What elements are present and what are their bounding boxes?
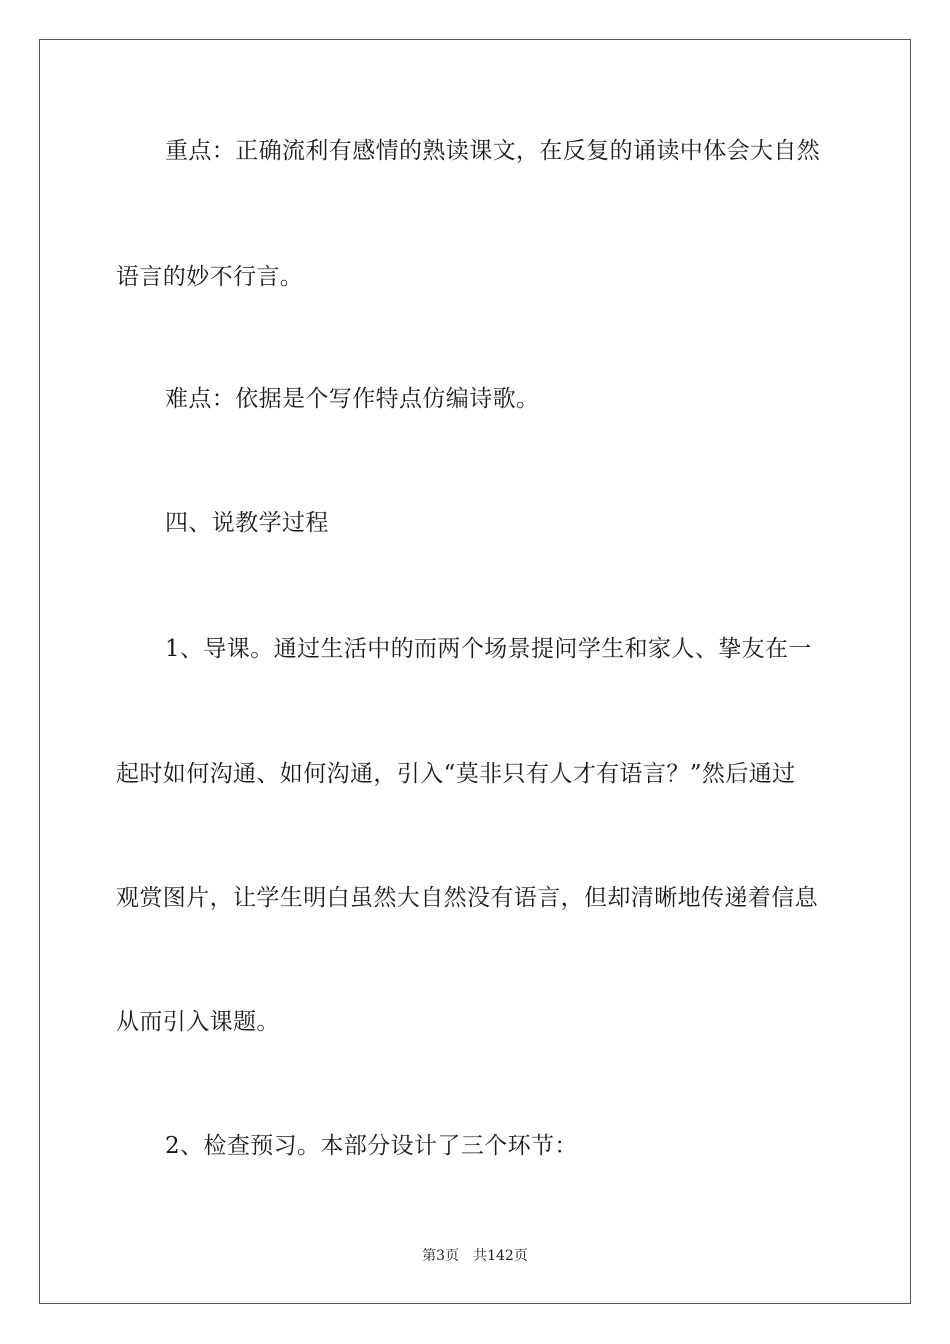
- key-point-line-2: 语言的妙不行言。: [116, 264, 304, 290]
- page-border: [39, 39, 911, 1304]
- section-heading: 四、说教学过程: [165, 510, 329, 536]
- page-footer: [0, 1246, 950, 1266]
- step-1-line-3: 观赏图片，让学生明白虽然大自然没有语言，但却清晰地传递着信息: [116, 885, 818, 911]
- page-total: 共142页: [473, 1248, 528, 1264]
- key-point-line-1: 重点：正确流利有感情的熟读课文，在反复的诵读中体会大自然: [165, 138, 821, 164]
- difficulty-line: 难点：依据是个写作特点仿编诗歌。: [165, 386, 540, 412]
- step-1-line-2: 起时如何沟通、如何沟通，引入“莫非只有人才有语言？”然后通过: [116, 761, 796, 787]
- step-1-line-1: 1、导课。通过生活中的而两个场景提问学生和家人、挚友在一: [165, 636, 812, 662]
- step-2-line-1: 2、检查预习。本部分设计了三个环节：: [165, 1133, 578, 1159]
- page-number: 第3页: [422, 1248, 460, 1264]
- step-1-line-4: 从而引入课题。: [116, 1009, 280, 1035]
